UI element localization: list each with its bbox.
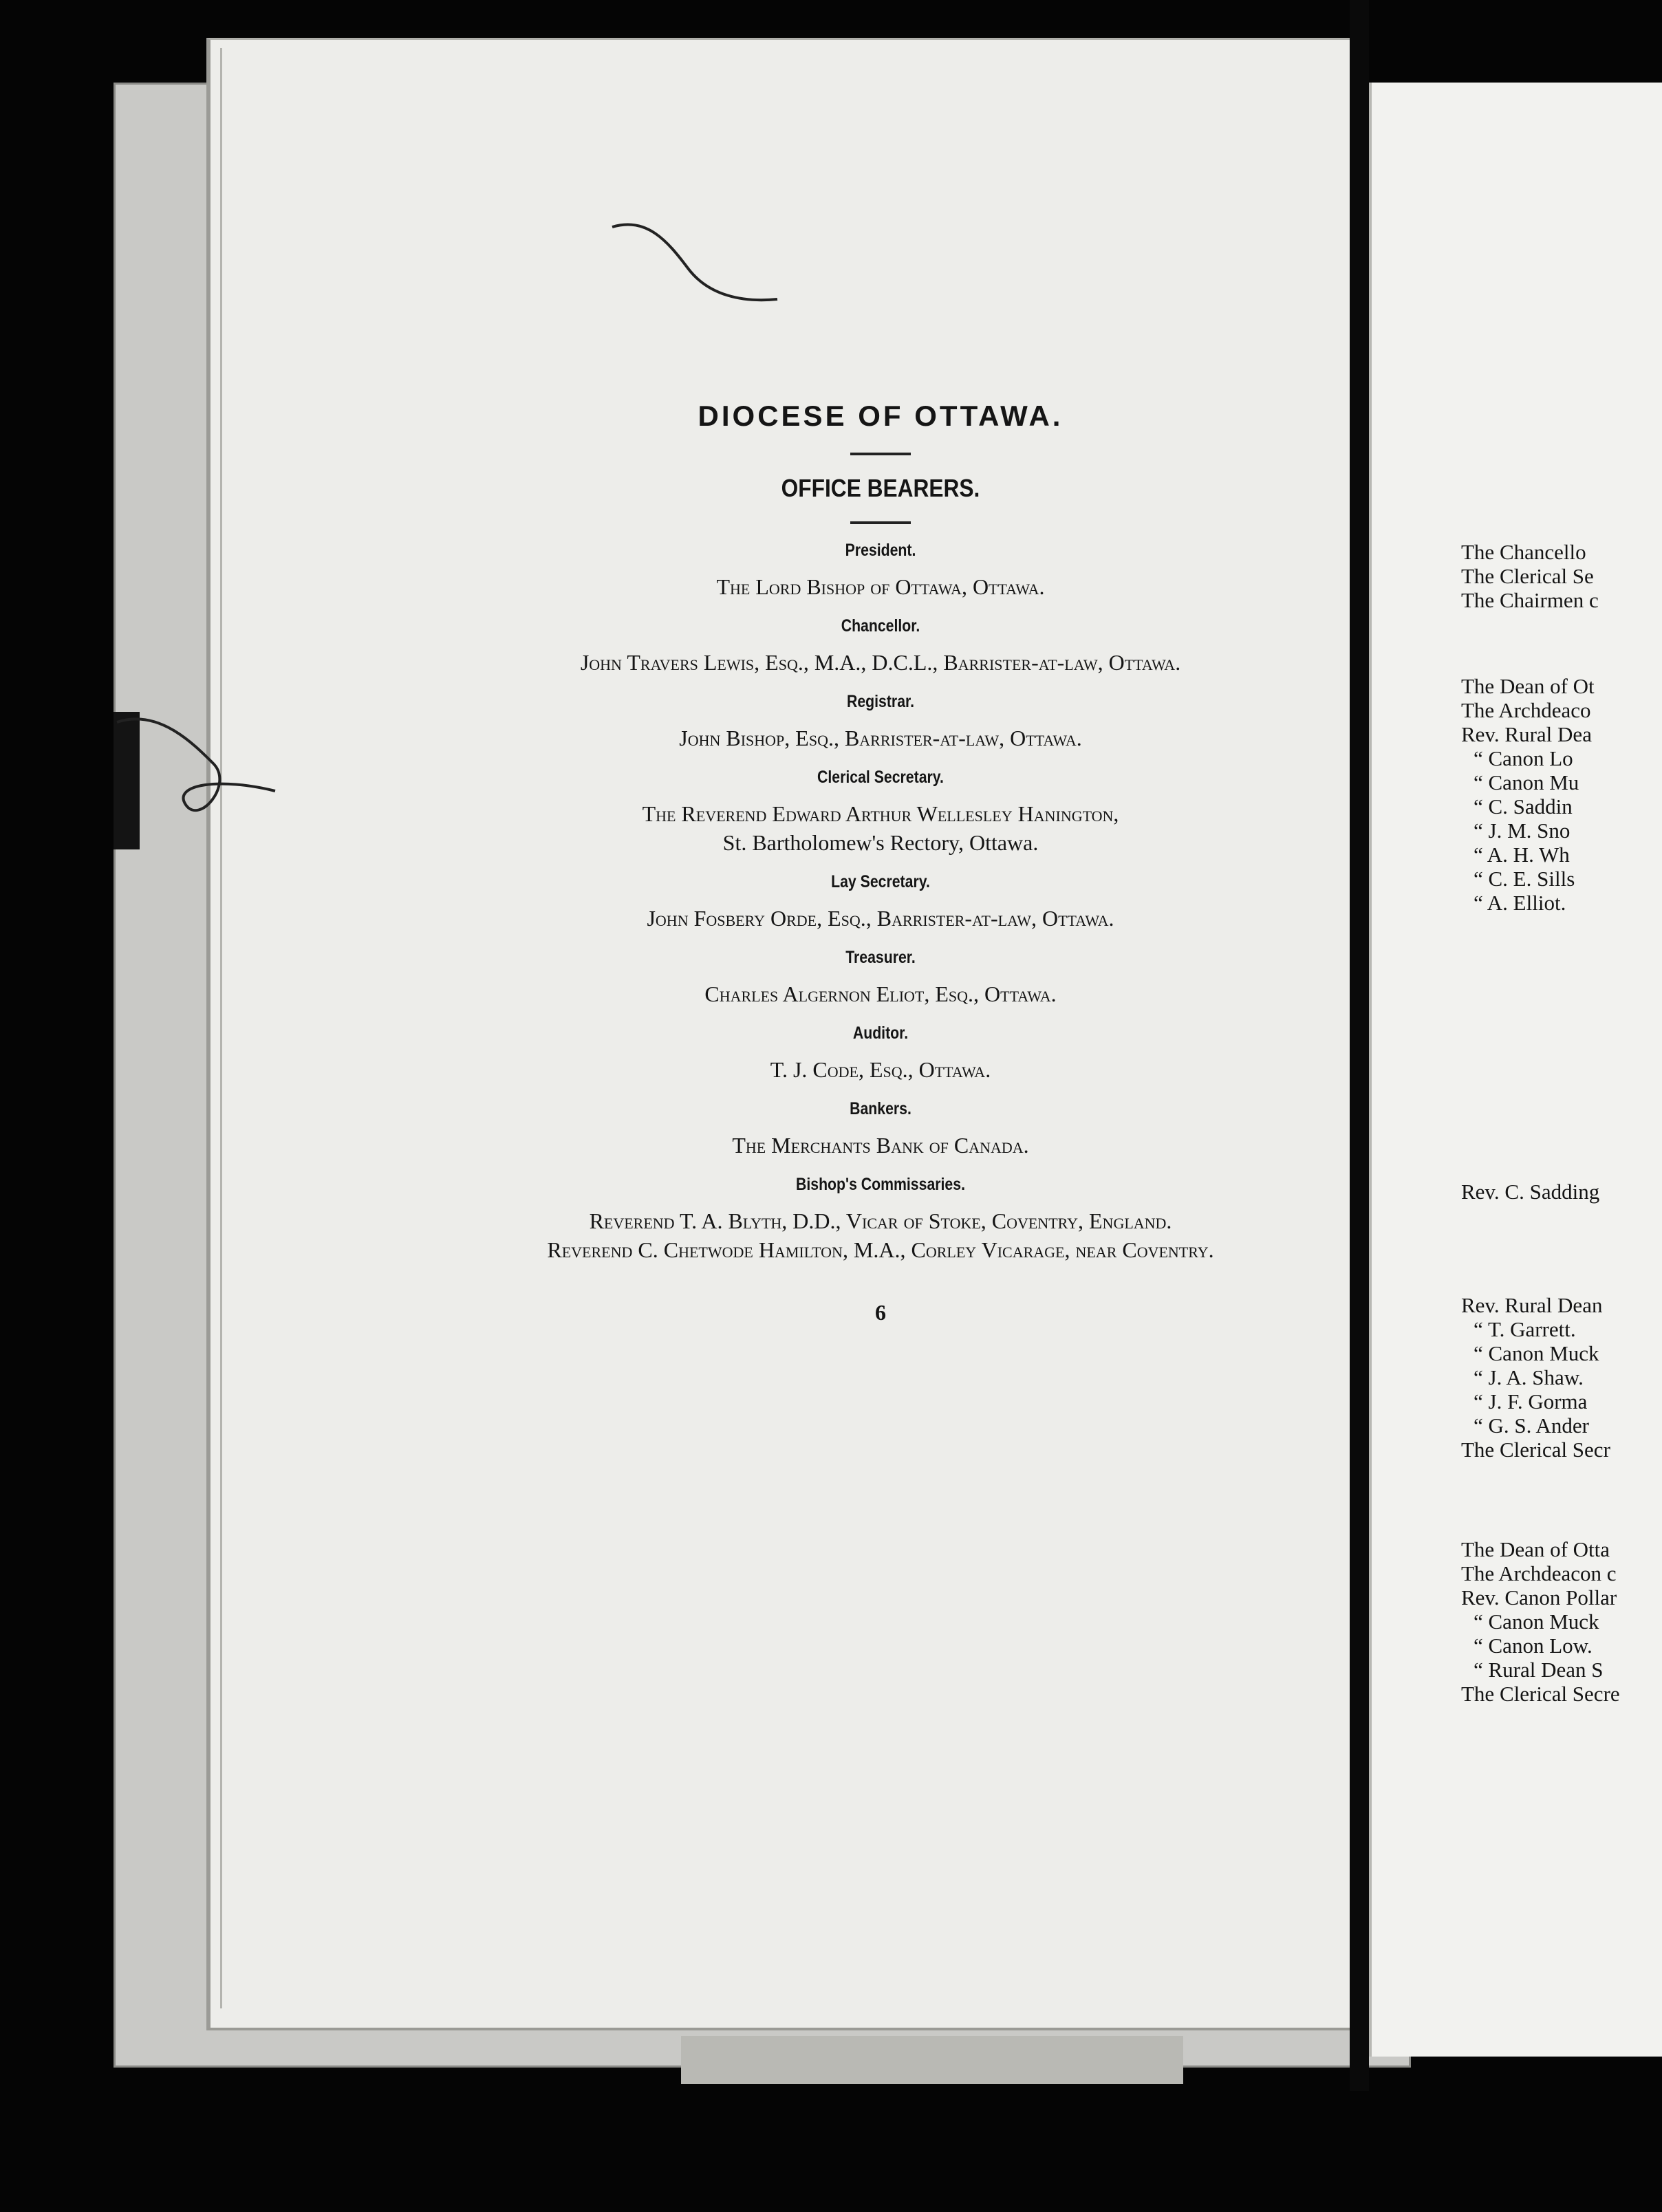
right-line: “ J. A. Shaw. — [1474, 1365, 1584, 1389]
page-number: 6 — [875, 1300, 886, 1325]
section-line: John Bishop, Esq., Barrister-at-law, Ottawa. — [679, 726, 1082, 750]
right-line: “ C. Saddin — [1474, 794, 1573, 818]
section-registrar — [413, 688, 1348, 752]
section-clerical-secretary — [413, 763, 1348, 857]
section-heading: Bankers. — [850, 1099, 911, 1118]
right-block-3 — [1461, 1180, 1599, 1204]
right-block-5 — [1461, 1537, 1620, 1706]
section-line: Reverend C. Chetwode Hamilton, M.A., Corley Vicarage, near Coventry. — [547, 1237, 1214, 1262]
right-line: Rev. C. Sadding — [1461, 1180, 1600, 1204]
page-edge-rule — [220, 48, 222, 2008]
section-line: St. Bartholomew's Rectory, Ottawa. — [722, 830, 1039, 855]
right-line: “ Canon Low. — [1474, 1634, 1593, 1658]
section-line: John Fosbery Orde, Esq., Barrister-at-law, Ottawa. — [647, 906, 1114, 931]
right-line: “ A. H. Wh — [1474, 843, 1570, 867]
section-auditor — [413, 1019, 1348, 1084]
section-heading: Bishop's Commissaries. — [796, 1175, 965, 1194]
hair-mark-left — [103, 702, 282, 839]
subtitle-rule — [850, 521, 911, 524]
section-line: The Lord Bishop of Ottawa, Ottawa. — [716, 574, 1045, 599]
section-chancellor — [413, 612, 1348, 677]
right-line: “ J. F. Gorma — [1474, 1389, 1588, 1413]
section-line: The Reverend Edward Arthur Wellesley Hanington, — [642, 801, 1119, 826]
hair-mark-top — [605, 213, 784, 310]
right-block-1 — [1461, 540, 1599, 612]
section-line: T. J. Code, Esq., Ottawa. — [770, 1057, 991, 1082]
section-bankers — [413, 1095, 1348, 1160]
right-line: The Chairmen c — [1461, 588, 1599, 612]
right-line: “ G. S. Ander — [1474, 1413, 1589, 1438]
section-heading: Registrar. — [846, 692, 915, 711]
right-line: “ Canon Lo — [1474, 746, 1573, 770]
right-line: “ Canon Mu — [1474, 770, 1579, 794]
right-block-2 — [1461, 674, 1595, 915]
right-line: “ C. E. Sills — [1474, 867, 1575, 891]
right-line: “ J. M. Sno — [1474, 818, 1571, 843]
page-title: DIOCESE OF OTTAWA. — [698, 400, 1064, 432]
section-heading: Treasurer. — [845, 948, 916, 967]
right-block-4 — [1461, 1293, 1610, 1462]
right-line: “ A. Elliot. — [1474, 891, 1566, 915]
right-line: The Dean of Ot — [1461, 674, 1595, 698]
right-line: The Clerical Secr — [1461, 1438, 1610, 1462]
section-president — [413, 536, 1348, 601]
section-heading: President. — [845, 541, 916, 560]
right-line: The Clerical Secre — [1461, 1682, 1620, 1706]
right-line: “ Canon Muck — [1474, 1609, 1599, 1634]
title-rule — [850, 453, 911, 455]
section-line: Reverend T. A. Blyth, D.D., Vicar of Stoke, Coventry, England. — [589, 1208, 1172, 1233]
right-line: “ Rural Dean S — [1474, 1658, 1604, 1682]
right-line: Rev. Rural Dean — [1461, 1293, 1603, 1317]
page-subtitle: OFFICE BEARERS. — [781, 474, 980, 502]
right-line: Rev. Rural Dea — [1461, 722, 1592, 746]
right-line: The Dean of Otta — [1461, 1537, 1610, 1561]
office-bearers-content — [413, 392, 1348, 1325]
right-line: “ Canon Muck — [1474, 1341, 1599, 1365]
section-line: John Travers Lewis, Esq., M.A., D.C.L., Barrister-at-law, Ottawa. — [580, 650, 1181, 675]
section-treasurer — [413, 944, 1348, 1008]
section-lay-secretary — [413, 868, 1348, 933]
right-page — [1369, 83, 1662, 2057]
section-line: The Merchants Bank of Canada. — [732, 1133, 1029, 1158]
right-line: The Archdeacon c — [1461, 1561, 1617, 1585]
right-line: Rev. Canon Pollar — [1461, 1585, 1617, 1609]
section-heading: Auditor. — [852, 1023, 909, 1043]
section-heading: Chancellor. — [841, 616, 920, 636]
right-line: The Archdeaco — [1461, 698, 1591, 722]
section-heading: Clerical Secretary. — [817, 768, 944, 787]
right-line: The Chancello — [1461, 540, 1586, 564]
section-heading: Lay Secretary. — [831, 872, 930, 891]
binding-gutter — [1350, 0, 1369, 2091]
section-bishops-commissaries — [413, 1171, 1348, 1264]
right-line: “ T. Garrett. — [1474, 1317, 1576, 1341]
under-strip — [681, 2036, 1183, 2084]
right-line: The Clerical Se — [1461, 564, 1594, 588]
section-line: Charles Algernon Eliot, Esq., Ottawa. — [704, 982, 1057, 1006]
